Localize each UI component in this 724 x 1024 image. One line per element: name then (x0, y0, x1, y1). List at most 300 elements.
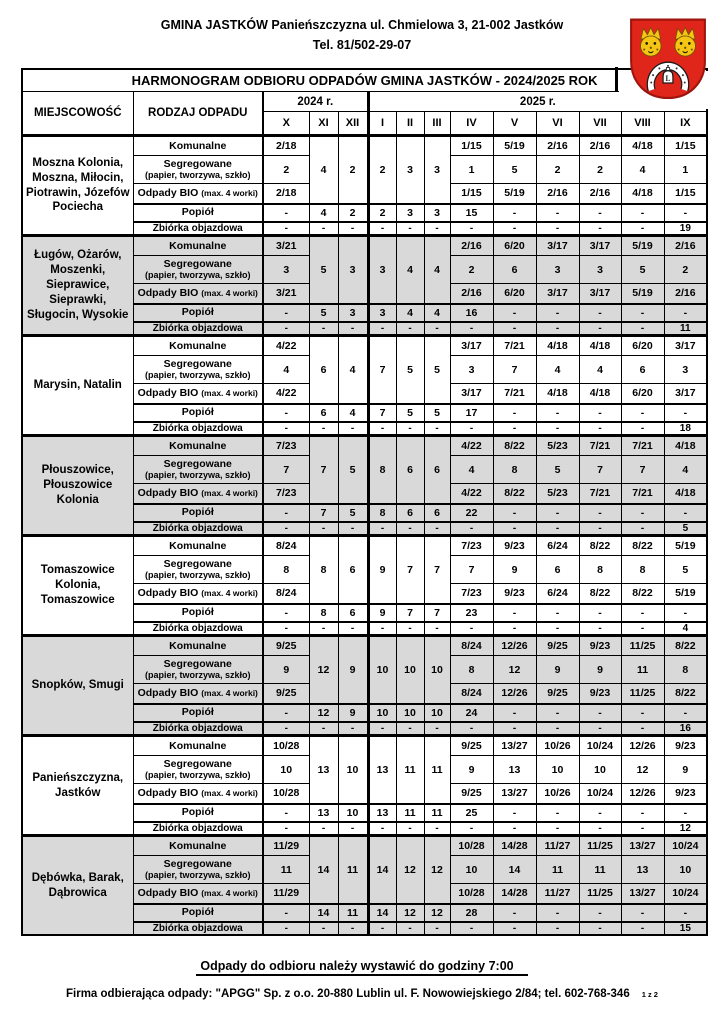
schedule-cell: 7/21 (621, 436, 664, 456)
schedule-cell: 9 (664, 756, 707, 784)
schedule-cell: 2/18 (263, 184, 309, 204)
waste-type-label-sub: (papier, tworzywa, szkło) (144, 270, 251, 281)
waste-type-label-sub: (papier, tworzywa, szkło) (144, 370, 251, 381)
group-row-komunalne (22, 836, 707, 856)
schedule-cell: 8 (368, 504, 396, 522)
schedule-cell: 9/23 (664, 784, 707, 804)
group-row-komunalne (22, 236, 707, 256)
schedule-cell: - (309, 822, 338, 836)
waste-type-label-main: Odpady BIO (137, 787, 199, 800)
schedule-cell: - (309, 522, 338, 536)
schedule-cell: 10 (263, 756, 309, 784)
schedule-cell: - (338, 522, 368, 536)
schedule-cell: 9/23 (493, 536, 536, 556)
waste-type-label-sub: (max. 4 worki) (201, 288, 258, 299)
waste-type-label-main: Odpady BIO (137, 287, 199, 300)
schedule-cell: 13 (621, 856, 664, 884)
schedule-cell: - (338, 922, 368, 936)
pickup-time-note (0, 959, 724, 973)
location-cell: Tomaszowice Kolonia, Tomaszowice (22, 536, 133, 636)
schedule-cell: 9/23 (664, 736, 707, 756)
schedule-cell-merged: 4 (309, 136, 338, 204)
schedule-cell: 4 (664, 456, 707, 484)
schedule-cell: 11 (338, 904, 368, 922)
schedule-cell: 7 (621, 456, 664, 484)
schedule-cell: - (493, 922, 536, 936)
waste-type-label-popiol: Popiół (133, 904, 263, 922)
schedule-cell: - (493, 504, 536, 522)
schedule-cell: 3/21 (263, 284, 309, 304)
schedule-cell: - (536, 504, 579, 522)
schedule-cell: 2/16 (536, 136, 579, 156)
schedule-cell: 11 (263, 856, 309, 884)
schedule-cell: 1/15 (664, 184, 707, 204)
schedule-cell: - (338, 322, 368, 336)
schedule-cell: 3/17 (579, 236, 621, 256)
schedule-cell: 11/25 (579, 836, 621, 856)
schedule-cell: 6 (536, 556, 579, 584)
schedule-cell: - (536, 404, 579, 422)
schedule-cell: 12 (621, 756, 664, 784)
schedule-cell: 11/25 (621, 636, 664, 656)
waste-type-label-zbiorka: Zbiórka objazdowa (133, 622, 263, 636)
schedule-cell: - (621, 222, 664, 236)
schedule-cell: 6/24 (536, 584, 579, 604)
schedule-cell: 2/16 (579, 184, 621, 204)
schedule-cell: - (263, 604, 309, 622)
schedule-cell: - (368, 522, 396, 536)
schedule-cell-merged: 6 (338, 536, 368, 604)
schedule-cell: 11/29 (263, 836, 309, 856)
schedule-cell: 4 (424, 304, 450, 322)
waste-type-label-zbiorka: Zbiórka objazdowa (133, 322, 263, 336)
schedule-cell: - (536, 522, 579, 536)
schedule-cell: - (493, 322, 536, 336)
schedule-cell: - (536, 904, 579, 922)
schedule-cell: 13 (493, 756, 536, 784)
schedule-cell: - (493, 422, 536, 436)
schedule-cell: 13 (368, 804, 396, 822)
schedule-cell: - (536, 704, 579, 722)
schedule-cell: - (621, 204, 664, 222)
schedule-cell: - (579, 822, 621, 836)
schedule-cell: - (621, 522, 664, 536)
schedule-cell: 8 (664, 656, 707, 684)
schedule-cell: 11 (664, 322, 707, 336)
schedule-cell: 10/24 (579, 736, 621, 756)
waste-type-label-zbiorka: Zbiórka objazdowa (133, 222, 263, 236)
schedule-cell-merged: 5 (309, 236, 338, 304)
title-border-stub (615, 67, 618, 92)
schedule-cell: 5/19 (664, 584, 707, 604)
schedule-cell: 10/28 (263, 784, 309, 804)
schedule-cell: 11/25 (579, 884, 621, 904)
schedule-cell: 8/24 (450, 636, 493, 656)
schedule-cell: - (493, 904, 536, 922)
schedule-cell: 10 (579, 756, 621, 784)
schedule-cell: 2/16 (450, 284, 493, 304)
waste-type-label-popiol: Popiół (133, 604, 263, 622)
schedule-cell: - (309, 422, 338, 436)
schedule-cell: 7 (424, 604, 450, 622)
waste-type-label-popiol: Popiół (133, 804, 263, 822)
waste-type-label-segregowane (133, 856, 263, 884)
schedule-cell: 9 (493, 556, 536, 584)
schedule-cell-merged: 10 (338, 736, 368, 804)
schedule-cell: 11/29 (263, 884, 309, 904)
schedule-cell: 3 (424, 204, 450, 222)
schedule-cell: - (536, 822, 579, 836)
schedule-cell: 4/22 (450, 484, 493, 504)
schedule-cell: 15 (664, 922, 707, 936)
waste-type-label-segregowane (133, 156, 263, 184)
schedule-cell: 3 (263, 256, 309, 284)
schedule-cell: 9/23 (579, 684, 621, 704)
schedule-cell: 2 (368, 204, 396, 222)
schedule-cell: 4 (450, 456, 493, 484)
schedule-cell: 4/18 (664, 484, 707, 504)
org-phone: Tel. 81/502-29-07 (312, 38, 412, 52)
schedule-cell: 9 (263, 656, 309, 684)
schedule-cell: 10 (368, 704, 396, 722)
schedule-cell: - (424, 622, 450, 636)
schedule-cell: 2/16 (664, 284, 707, 304)
schedule-cell: - (368, 622, 396, 636)
schedule-cell: 4 (309, 204, 338, 222)
schedule-cell: 8/22 (493, 436, 536, 456)
year-2025-header: 2025 r. (368, 92, 707, 112)
waste-type-label-main: Odpady BIO (137, 687, 199, 700)
month-header-vii: VII (579, 112, 621, 136)
schedule-cell: - (493, 204, 536, 222)
schedule-cell: 5/19 (621, 284, 664, 304)
schedule-cell: - (424, 322, 450, 336)
column-header-rodzaj-odpadu: RODZAJ ODPADU (133, 92, 263, 136)
schedule-cell: 10/28 (450, 884, 493, 904)
schedule-cell: - (579, 904, 621, 922)
schedule-cell-merged: 10 (396, 636, 424, 704)
schedule-cell: 5 (338, 504, 368, 522)
schedule-cell: 7 (579, 456, 621, 484)
waste-type-label-bio (133, 484, 263, 504)
waste-type-label-main: Segregowane (163, 858, 232, 871)
schedule-cell: 8/24 (263, 584, 309, 604)
waste-type-label-main: Odpady BIO (137, 587, 199, 600)
schedule-cell: 11 (396, 804, 424, 822)
schedule-cell: 2 (579, 156, 621, 184)
schedule-cell: 5/23 (536, 436, 579, 456)
schedule-cell: 25 (450, 804, 493, 822)
schedule-cell-merged: 11 (424, 736, 450, 804)
schedule-cell: - (263, 322, 309, 336)
waste-type-label-komunalne: Komunalne (133, 636, 263, 656)
schedule-cell: - (396, 922, 424, 936)
schedule-cell: - (450, 722, 493, 736)
waste-type-label-popiol: Popiół (133, 504, 263, 522)
schedule-cell: - (621, 704, 664, 722)
schedule-cell: 5 (424, 404, 450, 422)
schedule-cell: - (536, 604, 579, 622)
group-row-komunalne (22, 536, 707, 556)
schedule-cell: - (368, 922, 396, 936)
waste-type-label-main: Odpady BIO (137, 887, 199, 900)
schedule-cell: - (621, 604, 664, 622)
schedule-cell: 4/22 (450, 436, 493, 456)
schedule-cell: - (424, 922, 450, 936)
waste-type-label-komunalne: Komunalne (133, 836, 263, 856)
schedule-cell: - (368, 822, 396, 836)
schedule-cell: - (493, 722, 536, 736)
schedule-cell-merged: 6 (396, 436, 424, 504)
schedule-cell: - (579, 304, 621, 322)
schedule-cell-merged: 5 (424, 336, 450, 404)
location-cell: Marysin, Natalin (22, 336, 133, 436)
schedule-cell: - (263, 522, 309, 536)
schedule-cell-merged: 2 (368, 136, 396, 204)
schedule-cell: 23 (450, 604, 493, 622)
schedule-cell-merged: 9 (338, 636, 368, 704)
schedule-cell: 9/23 (579, 636, 621, 656)
schedule-cell: - (263, 422, 309, 436)
schedule-cell-merged: 9 (368, 536, 396, 604)
group-row-komunalne (22, 136, 707, 156)
schedule-cell: 4/18 (536, 384, 579, 404)
schedule-cell: 7/21 (493, 336, 536, 356)
schedule-cell: 12/26 (493, 636, 536, 656)
schedule-cell: - (579, 204, 621, 222)
schedule-cell: 10 (424, 704, 450, 722)
schedule-cell: - (664, 504, 707, 522)
schedule-cell: - (493, 822, 536, 836)
schedule-cell: 19 (664, 222, 707, 236)
schedule-cell: 5 (493, 156, 536, 184)
schedule-cell-merged: 6 (424, 436, 450, 504)
location-cell: Panieńszczyzna, Jastków (22, 736, 133, 836)
schedule-cell: 11 (536, 856, 579, 884)
schedule-cell: - (579, 722, 621, 736)
schedule-cell-merged: 12 (396, 836, 424, 904)
schedule-cell-merged: 11 (338, 836, 368, 904)
schedule-cell: 11/27 (536, 836, 579, 856)
schedule-cell: 2/16 (664, 236, 707, 256)
contractor-line (0, 988, 724, 1000)
schedule-cell: 9 (450, 756, 493, 784)
waste-type-label-bio (133, 884, 263, 904)
schedule-cell: - (450, 922, 493, 936)
schedule-cell: - (579, 922, 621, 936)
schedule-cell: 11 (579, 856, 621, 884)
schedule-cell: 8/22 (579, 584, 621, 604)
group-row-komunalne (22, 736, 707, 756)
waste-type-label-segregowane (133, 456, 263, 484)
schedule-cell: 10/28 (450, 836, 493, 856)
crest-monogram: L (665, 73, 671, 83)
schedule-cell: 12 (493, 656, 536, 684)
schedule-cell: 4/18 (536, 336, 579, 356)
waste-type-label-segregowane (133, 656, 263, 684)
month-header-ii: II (396, 112, 424, 136)
group-row-komunalne (22, 636, 707, 656)
schedule-cell-merged: 2 (338, 136, 368, 204)
schedule-cell: 6/20 (621, 336, 664, 356)
schedule-cell: - (493, 622, 536, 636)
schedule-cell: 7/23 (263, 484, 309, 504)
schedule-cell: 9/25 (536, 684, 579, 704)
schedule-cell: 22 (450, 504, 493, 522)
schedule-cell: - (450, 422, 493, 436)
schedule-cell: - (664, 304, 707, 322)
schedule-cell: 5 (664, 556, 707, 584)
schedule-cell-merged: 13 (309, 736, 338, 804)
schedule-cell-merged: 3 (368, 236, 396, 304)
schedule-cell: - (263, 722, 309, 736)
contractor-info: Firma odbierająca odpady: "APGG" Sp. z o.o. 20-880 Lublin ul. F. Nowowiejskiego 2/84; tel. 602-768-346 (66, 988, 630, 1000)
schedule-cell: - (263, 804, 309, 822)
schedule-cell: - (579, 522, 621, 536)
schedule-cell: - (424, 222, 450, 236)
schedule-cell-merged: 4 (396, 236, 424, 304)
schedule-cell: 6 (493, 256, 536, 284)
schedule-cell: 3 (338, 304, 368, 322)
gmina-jastkow-coat-of-arms-icon (627, 17, 709, 105)
schedule-cell: - (396, 322, 424, 336)
waste-type-label-sub: (max. 4 worki) (201, 188, 258, 199)
schedule-cell: 4/18 (621, 136, 664, 156)
schedule-cell: - (579, 422, 621, 436)
waste-type-label-popiol: Popiół (133, 404, 263, 422)
schedule-cell: 9 (368, 604, 396, 622)
waste-type-label-bio (133, 284, 263, 304)
schedule-cell: 8/22 (621, 536, 664, 556)
schedule-cell: 10/24 (664, 884, 707, 904)
schedule-cell: - (424, 822, 450, 836)
month-header-iii: III (424, 112, 450, 136)
schedule-cell: 14 (493, 856, 536, 884)
schedule-cell: - (338, 622, 368, 636)
schedule-cell: - (621, 904, 664, 922)
schedule-cell: 6/20 (621, 384, 664, 404)
schedule-cell: 13 (309, 804, 338, 822)
schedule-cell: 6/24 (536, 536, 579, 556)
waste-type-label-sub: (max. 4 worki) (201, 388, 258, 399)
schedule-cell: 7 (368, 404, 396, 422)
schedule-cell: - (493, 222, 536, 236)
schedule-cell: 8 (309, 604, 338, 622)
schedule-cell: 2/18 (263, 136, 309, 156)
schedule-cell: - (493, 522, 536, 536)
schedule-cell: 5 (396, 404, 424, 422)
schedule-cell: 1/15 (450, 184, 493, 204)
schedule-cell: - (493, 304, 536, 322)
schedule-cell-merged: 14 (309, 836, 338, 904)
schedule-cell: 16 (664, 722, 707, 736)
schedule-cell: 7/23 (263, 436, 309, 456)
schedule-cell-merged: 7 (309, 436, 338, 504)
schedule-cell: - (338, 822, 368, 836)
month-header-xii: XII (338, 112, 368, 136)
schedule-cell: 4 (338, 404, 368, 422)
schedule-cell: 6 (309, 404, 338, 422)
schedule-cell: 2 (263, 156, 309, 184)
schedule-cell: 8/22 (664, 684, 707, 704)
schedule-cell: 3 (450, 356, 493, 384)
waste-type-label-main: Segregowane (163, 258, 232, 271)
location-cell: Dębówka, Barak, Dąbrowica (22, 836, 133, 936)
schedule-cell: 11/27 (536, 884, 579, 904)
location-cell: Snopków, Smugi (22, 636, 133, 736)
schedule-cell: 10 (338, 804, 368, 822)
schedule-cell: 4/18 (579, 336, 621, 356)
schedule-cell: 24 (450, 704, 493, 722)
location-cell: Moszna Kolonia, Moszna, Miłocin, Piotrawin, Józefów Pociecha (22, 136, 133, 236)
schedule-cell-merged: 7 (396, 536, 424, 604)
table-title-row (22, 69, 707, 92)
schedule-cell: - (368, 222, 396, 236)
schedule-cell: - (396, 822, 424, 836)
schedule-cell-merged: 3 (338, 236, 368, 304)
schedule-cell: 8 (493, 456, 536, 484)
schedule-cell: 11/25 (621, 684, 664, 704)
waste-type-label-bio (133, 684, 263, 704)
month-header-vi: VI (536, 112, 579, 136)
schedule-cell: 28 (450, 904, 493, 922)
waste-type-label-bio (133, 384, 263, 404)
schedule-cell: - (579, 704, 621, 722)
schedule-cell: 14/28 (493, 836, 536, 856)
schedule-cell-merged: 5 (396, 336, 424, 404)
schedule-cell: 17 (450, 404, 493, 422)
schedule-cell-merged: 10 (368, 636, 396, 704)
schedule-cell: - (263, 822, 309, 836)
schedule-cell: 4 (396, 304, 424, 322)
schedule-cell: 7 (493, 356, 536, 384)
pickup-time-note-text: Odpady do odbioru należy wystawić do godziny 7:00 (196, 959, 527, 976)
schedule-cell: - (536, 322, 579, 336)
schedule-cell: - (536, 222, 579, 236)
schedule-cell: 18 (664, 422, 707, 436)
waste-type-label-main: Segregowane (163, 758, 232, 771)
waste-type-label-komunalne: Komunalne (133, 136, 263, 156)
waste-type-label-popiol: Popiół (133, 704, 263, 722)
schedule-cell: 4 (536, 356, 579, 384)
schedule-cell: - (309, 222, 338, 236)
schedule-cell: 14 (309, 904, 338, 922)
table-title: HARMONOGRAM ODBIORU ODPADÓW GMINA JASTKÓW - 2024/2025 ROK (22, 69, 707, 92)
org-address: GMINA JASTKÓW Panieńszczyzna ul. Chmielowa 3, 21-002 Jastków (160, 18, 564, 32)
waste-type-label-segregowane (133, 756, 263, 784)
schedule-cell: 11 (621, 656, 664, 684)
schedule-cell: 9/25 (263, 684, 309, 704)
schedule-cell: - (263, 304, 309, 322)
schedule-cell: 6 (338, 604, 368, 622)
schedule-cell: 3/17 (450, 384, 493, 404)
schedule-cell: - (621, 922, 664, 936)
schedule-cell: - (493, 804, 536, 822)
schedule-cell: - (621, 304, 664, 322)
schedule-cell: 1/15 (664, 136, 707, 156)
waste-type-label-main: Segregowane (163, 458, 232, 471)
schedule-cell: - (309, 922, 338, 936)
schedule-cell: 9/25 (536, 636, 579, 656)
waste-type-label-main: Segregowane (163, 658, 232, 671)
schedule-cell: 2/16 (579, 136, 621, 156)
schedule-cell: 6 (424, 504, 450, 522)
schedule-cell-merged: 5 (338, 436, 368, 504)
schedule-cell: - (263, 922, 309, 936)
schedule-cell: - (536, 422, 579, 436)
schedule-cell: 15 (450, 204, 493, 222)
waste-type-label-komunalne: Komunalne (133, 336, 263, 356)
